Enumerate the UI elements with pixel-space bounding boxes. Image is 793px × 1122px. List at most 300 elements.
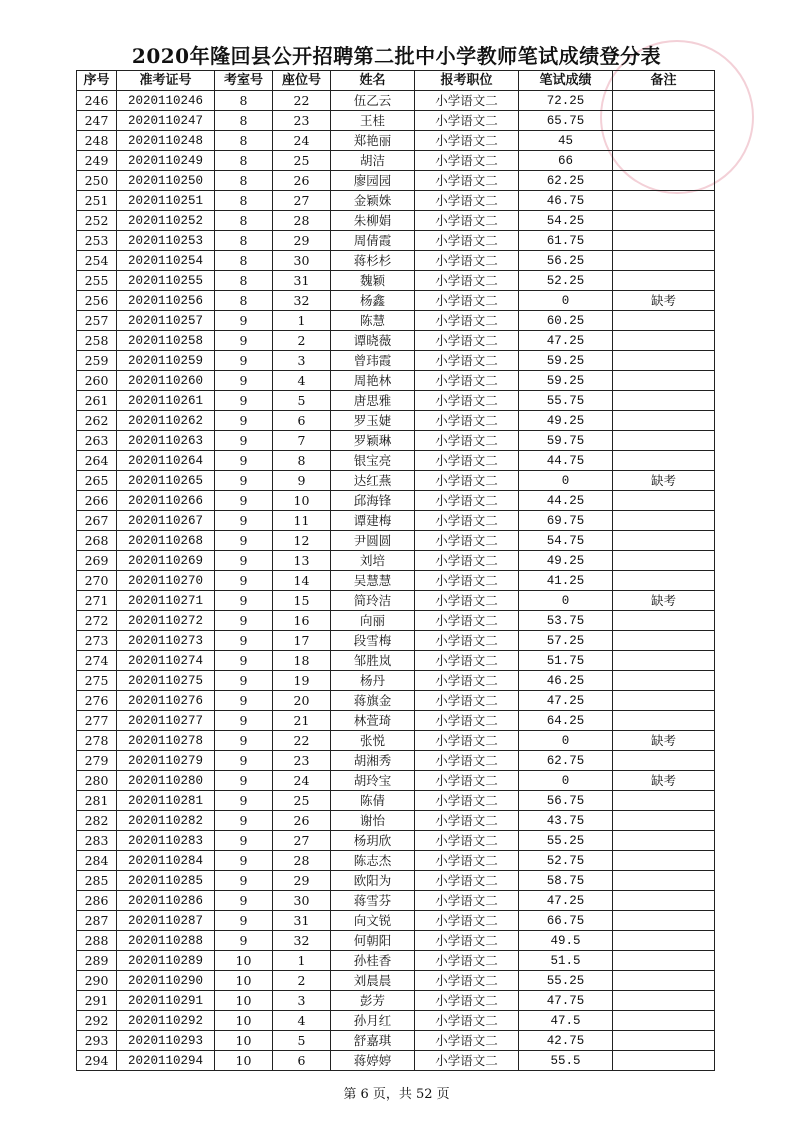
- score-cell: 47.25: [519, 691, 613, 711]
- score-cell: 43.75: [519, 811, 613, 831]
- table-row: [77, 191, 715, 211]
- table-row: [77, 91, 715, 111]
- seat-cell: 28: [273, 211, 331, 231]
- seq-cell: 278: [77, 731, 117, 751]
- ticket-number-cell: 2020110283: [117, 831, 215, 851]
- position-cell: 小学语文二: [415, 191, 519, 211]
- remark-cell: [613, 931, 715, 951]
- room-cell: 8: [215, 151, 273, 171]
- seat-cell: 22: [273, 731, 331, 751]
- remark-cell: [613, 431, 715, 451]
- position-cell: 小学语文二: [415, 831, 519, 851]
- table-row: [77, 671, 715, 691]
- room-cell: 9: [215, 811, 273, 831]
- table-row: [77, 811, 715, 831]
- name-cell: 邱海锋: [331, 491, 415, 511]
- name-cell: 魏颖: [331, 271, 415, 291]
- ticket-number-cell: 2020110252: [117, 211, 215, 231]
- page-title: 2020年隆回县公开招聘第二批中小学教师笔试成绩登分表: [131, 44, 662, 68]
- room-cell: 8: [215, 271, 273, 291]
- remark-cell: 缺考: [613, 471, 715, 491]
- ticket-number-cell: 2020110258: [117, 331, 215, 351]
- seat-cell: 30: [273, 891, 331, 911]
- seq-cell: 257: [77, 311, 117, 331]
- seat-cell: 26: [273, 171, 331, 191]
- name-cell: 尹圆圆: [331, 531, 415, 551]
- header-cell: 姓名: [331, 71, 415, 91]
- name-cell: 周倩霞: [331, 231, 415, 251]
- seq-cell: 294: [77, 1051, 117, 1071]
- remark-cell: [613, 371, 715, 391]
- name-cell: 谭建梅: [331, 511, 415, 531]
- score-cell: 44.25: [519, 491, 613, 511]
- header-cell: 考室号: [215, 71, 273, 91]
- table-row: [77, 1011, 715, 1031]
- position-cell: 小学语文二: [415, 271, 519, 291]
- seq-cell: 279: [77, 751, 117, 771]
- name-cell: 刘晨晨: [331, 971, 415, 991]
- position-cell: 小学语文二: [415, 1051, 519, 1071]
- page-footer: 第 6 页，共 52 页: [343, 1087, 450, 1102]
- position-cell: 小学语文二: [415, 691, 519, 711]
- score-cell: 59.25: [519, 371, 613, 391]
- room-cell: 9: [215, 691, 273, 711]
- seq-cell: 291: [77, 991, 117, 1011]
- seat-cell: 24: [273, 771, 331, 791]
- score-cell: 46.75: [519, 191, 613, 211]
- seat-cell: 27: [273, 191, 331, 211]
- score-cell: 54.75: [519, 531, 613, 551]
- seat-cell: 12: [273, 531, 331, 551]
- room-cell: 8: [215, 191, 273, 211]
- table-row: [77, 111, 715, 131]
- seq-cell: 280: [77, 771, 117, 791]
- table-row: [77, 471, 715, 491]
- header-cell: 准考证号: [117, 71, 215, 91]
- seq-cell: 264: [77, 451, 117, 471]
- seat-cell: 2: [273, 331, 331, 351]
- seat-cell: 26: [273, 811, 331, 831]
- name-cell: 邹胜岚: [331, 651, 415, 671]
- table-row: [77, 511, 715, 531]
- position-cell: 小学语文二: [415, 991, 519, 1011]
- remark-cell: [613, 611, 715, 631]
- table-row: [77, 951, 715, 971]
- score-cell: 51.5: [519, 951, 613, 971]
- seq-cell: 250: [77, 171, 117, 191]
- seq-cell: 270: [77, 571, 117, 591]
- ticket-number-cell: 2020110266: [117, 491, 215, 511]
- table-row: [77, 311, 715, 331]
- position-cell: 小学语文二: [415, 591, 519, 611]
- table-row: [77, 271, 715, 291]
- room-cell: 8: [215, 131, 273, 151]
- position-cell: 小学语文二: [415, 151, 519, 171]
- table-row: [77, 611, 715, 631]
- ticket-number-cell: 2020110277: [117, 711, 215, 731]
- seq-cell: 277: [77, 711, 117, 731]
- seat-cell: 19: [273, 671, 331, 691]
- header-cell: 备注: [613, 71, 715, 91]
- position-cell: 小学语文二: [415, 351, 519, 371]
- score-cell: 41.25: [519, 571, 613, 591]
- ticket-number-cell: 2020110269: [117, 551, 215, 571]
- score-cell: 0: [519, 471, 613, 491]
- ticket-number-cell: 2020110251: [117, 191, 215, 211]
- remark-cell: [613, 451, 715, 471]
- name-cell: 陈志杰: [331, 851, 415, 871]
- seq-cell: 256: [77, 291, 117, 311]
- name-cell: 张悦: [331, 731, 415, 751]
- remark-cell: [613, 631, 715, 651]
- ticket-number-cell: 2020110290: [117, 971, 215, 991]
- room-cell: 9: [215, 671, 273, 691]
- name-cell: 向丽: [331, 611, 415, 631]
- room-cell: 9: [215, 451, 273, 471]
- room-cell: 9: [215, 431, 273, 451]
- score-cell: 49.25: [519, 551, 613, 571]
- ticket-number-cell: 2020110271: [117, 591, 215, 611]
- remark-cell: [613, 851, 715, 871]
- table-row: [77, 551, 715, 571]
- ticket-number-cell: 2020110268: [117, 531, 215, 551]
- position-cell: 小学语文二: [415, 291, 519, 311]
- position-cell: 小学语文二: [415, 851, 519, 871]
- seat-cell: 31: [273, 911, 331, 931]
- score-cell: 58.75: [519, 871, 613, 891]
- score-cell: 42.75: [519, 1031, 613, 1051]
- remark-cell: [613, 111, 715, 131]
- position-cell: 小学语文二: [415, 251, 519, 271]
- seq-cell: 265: [77, 471, 117, 491]
- name-cell: 胡洁: [331, 151, 415, 171]
- remark-cell: [613, 831, 715, 851]
- remark-cell: [613, 351, 715, 371]
- seq-cell: 268: [77, 531, 117, 551]
- room-cell: 9: [215, 411, 273, 431]
- position-cell: 小学语文二: [415, 631, 519, 651]
- table-row: [77, 451, 715, 471]
- seq-cell: 267: [77, 511, 117, 531]
- name-cell: 金颖姝: [331, 191, 415, 211]
- position-cell: 小学语文二: [415, 571, 519, 591]
- position-cell: 小学语文二: [415, 611, 519, 631]
- seq-cell: 283: [77, 831, 117, 851]
- score-cell: 47.5: [519, 1011, 613, 1031]
- seq-cell: 260: [77, 371, 117, 391]
- position-cell: 小学语文二: [415, 171, 519, 191]
- seat-cell: 1: [273, 951, 331, 971]
- score-cell: 0: [519, 291, 613, 311]
- position-cell: 小学语文二: [415, 711, 519, 731]
- table-row: [77, 591, 715, 611]
- table-row: [77, 631, 715, 651]
- position-cell: 小学语文二: [415, 1031, 519, 1051]
- room-cell: 9: [215, 611, 273, 631]
- score-cell: 53.75: [519, 611, 613, 631]
- position-cell: 小学语文二: [415, 771, 519, 791]
- room-cell: 9: [215, 771, 273, 791]
- table-row: [77, 831, 715, 851]
- seq-cell: 259: [77, 351, 117, 371]
- position-cell: 小学语文二: [415, 791, 519, 811]
- name-cell: 蒋婷婷: [331, 1051, 415, 1071]
- position-cell: 小学语文二: [415, 891, 519, 911]
- table-row: [77, 1051, 715, 1071]
- table-row: [77, 991, 715, 1011]
- room-cell: 10: [215, 1051, 273, 1071]
- seat-cell: 29: [273, 871, 331, 891]
- ticket-number-cell: 2020110291: [117, 991, 215, 1011]
- ticket-number-cell: 2020110247: [117, 111, 215, 131]
- score-cell: 62.25: [519, 171, 613, 191]
- name-cell: 王桂: [331, 111, 415, 131]
- remark-cell: [613, 531, 715, 551]
- seq-cell: 246: [77, 91, 117, 111]
- header-cell: 报考职位: [415, 71, 519, 91]
- seq-cell: 263: [77, 431, 117, 451]
- table-row: [77, 291, 715, 311]
- table-row: [77, 851, 715, 871]
- remark-cell: [613, 691, 715, 711]
- position-cell: 小学语文二: [415, 811, 519, 831]
- name-cell: 吴慧慧: [331, 571, 415, 591]
- seq-cell: 271: [77, 591, 117, 611]
- room-cell: 8: [215, 211, 273, 231]
- seq-cell: 284: [77, 851, 117, 871]
- position-cell: 小学语文二: [415, 751, 519, 771]
- ticket-number-cell: 2020110256: [117, 291, 215, 311]
- seq-cell: 274: [77, 651, 117, 671]
- ticket-number-cell: 2020110293: [117, 1031, 215, 1051]
- position-cell: 小学语文二: [415, 391, 519, 411]
- seat-cell: 28: [273, 851, 331, 871]
- room-cell: 9: [215, 551, 273, 571]
- room-cell: 8: [215, 291, 273, 311]
- seq-cell: 255: [77, 271, 117, 291]
- ticket-number-cell: 2020110248: [117, 131, 215, 151]
- ticket-number-cell: 2020110270: [117, 571, 215, 591]
- ticket-number-cell: 2020110286: [117, 891, 215, 911]
- score-cell: 46.25: [519, 671, 613, 691]
- score-cell: 64.25: [519, 711, 613, 731]
- remark-cell: [613, 751, 715, 771]
- seq-cell: 249: [77, 151, 117, 171]
- name-cell: 胡湘秀: [331, 751, 415, 771]
- remark-cell: [613, 151, 715, 171]
- score-cell: 52.25: [519, 271, 613, 291]
- seat-cell: 32: [273, 931, 331, 951]
- seq-cell: 273: [77, 631, 117, 651]
- position-cell: 小学语文二: [415, 371, 519, 391]
- seat-cell: 13: [273, 551, 331, 571]
- remark-cell: [613, 991, 715, 1011]
- table-row: [77, 731, 715, 751]
- seat-cell: 20: [273, 691, 331, 711]
- remark-cell: [613, 571, 715, 591]
- position-cell: 小学语文二: [415, 411, 519, 431]
- table-row: [77, 651, 715, 671]
- position-cell: 小学语文二: [415, 211, 519, 231]
- name-cell: 段雪梅: [331, 631, 415, 651]
- ticket-number-cell: 2020110292: [117, 1011, 215, 1031]
- table-row: [77, 751, 715, 771]
- seq-cell: 262: [77, 411, 117, 431]
- table-row: [77, 431, 715, 451]
- score-cell: 0: [519, 591, 613, 611]
- ticket-number-cell: 2020110253: [117, 231, 215, 251]
- position-cell: 小学语文二: [415, 651, 519, 671]
- room-cell: 8: [215, 251, 273, 271]
- score-cell: 57.25: [519, 631, 613, 651]
- seq-cell: 286: [77, 891, 117, 911]
- remark-cell: [613, 211, 715, 231]
- seat-cell: 25: [273, 791, 331, 811]
- room-cell: 9: [215, 371, 273, 391]
- table-row: [77, 151, 715, 171]
- table-row: [77, 791, 715, 811]
- table-row: [77, 131, 715, 151]
- remark-cell: [613, 251, 715, 271]
- seat-cell: 10: [273, 491, 331, 511]
- position-cell: 小学语文二: [415, 451, 519, 471]
- remark-cell: [613, 711, 715, 731]
- seat-cell: 32: [273, 291, 331, 311]
- ticket-number-cell: 2020110287: [117, 911, 215, 931]
- seat-cell: 5: [273, 1031, 331, 1051]
- seat-cell: 21: [273, 711, 331, 731]
- seq-cell: 285: [77, 871, 117, 891]
- name-cell: 何朝阳: [331, 931, 415, 951]
- ticket-number-cell: 2020110255: [117, 271, 215, 291]
- ticket-number-cell: 2020110263: [117, 431, 215, 451]
- table-row: [77, 931, 715, 951]
- seat-cell: 25: [273, 151, 331, 171]
- remark-cell: [613, 971, 715, 991]
- table-row: [77, 1031, 715, 1051]
- seat-cell: 29: [273, 231, 331, 251]
- seq-cell: 254: [77, 251, 117, 271]
- room-cell: 8: [215, 231, 273, 251]
- table-row: [77, 371, 715, 391]
- room-cell: 9: [215, 851, 273, 871]
- seat-cell: 24: [273, 131, 331, 151]
- position-cell: 小学语文二: [415, 91, 519, 111]
- ticket-number-cell: 2020110275: [117, 671, 215, 691]
- name-cell: 胡玲宝: [331, 771, 415, 791]
- position-cell: 小学语文二: [415, 971, 519, 991]
- ticket-number-cell: 2020110262: [117, 411, 215, 431]
- remark-cell: [613, 511, 715, 531]
- score-cell: 49.5: [519, 931, 613, 951]
- position-cell: 小学语文二: [415, 731, 519, 751]
- ticket-number-cell: 2020110250: [117, 171, 215, 191]
- score-table: [76, 70, 715, 1071]
- ticket-number-cell: 2020110260: [117, 371, 215, 391]
- ticket-number-cell: 2020110276: [117, 691, 215, 711]
- ticket-number-cell: 2020110259: [117, 351, 215, 371]
- seat-cell: 22: [273, 91, 331, 111]
- ticket-number-cell: 2020110273: [117, 631, 215, 651]
- name-cell: 简玲洁: [331, 591, 415, 611]
- table-row: [77, 251, 715, 271]
- header-cell: 序号: [77, 71, 117, 91]
- remark-cell: [613, 951, 715, 971]
- ticket-number-cell: 2020110264: [117, 451, 215, 471]
- table-row: [77, 391, 715, 411]
- room-cell: 9: [215, 351, 273, 371]
- ticket-number-cell: 2020110282: [117, 811, 215, 831]
- remark-cell: 缺考: [613, 291, 715, 311]
- score-cell: 72.25: [519, 91, 613, 111]
- seat-cell: 15: [273, 591, 331, 611]
- remark-cell: 缺考: [613, 591, 715, 611]
- name-cell: 欧阳为: [331, 871, 415, 891]
- name-cell: 达红燕: [331, 471, 415, 491]
- score-cell: 56.75: [519, 791, 613, 811]
- name-cell: 蒋杉杉: [331, 251, 415, 271]
- position-cell: 小学语文二: [415, 551, 519, 571]
- seq-cell: 258: [77, 331, 117, 351]
- remark-cell: [613, 651, 715, 671]
- remark-cell: [613, 1031, 715, 1051]
- table-row: [77, 411, 715, 431]
- table-row: [77, 691, 715, 711]
- room-cell: 9: [215, 791, 273, 811]
- remark-cell: [613, 811, 715, 831]
- ticket-number-cell: 2020110249: [117, 151, 215, 171]
- remark-cell: [613, 871, 715, 891]
- room-cell: 9: [215, 911, 273, 931]
- name-cell: 林萱琦: [331, 711, 415, 731]
- seat-cell: 7: [273, 431, 331, 451]
- seat-cell: 23: [273, 751, 331, 771]
- score-cell: 69.75: [519, 511, 613, 531]
- room-cell: 9: [215, 571, 273, 591]
- score-cell: 59.25: [519, 351, 613, 371]
- remark-cell: [613, 231, 715, 251]
- name-cell: 陈慧: [331, 311, 415, 331]
- name-cell: 曾玮霞: [331, 351, 415, 371]
- room-cell: 9: [215, 731, 273, 751]
- ticket-number-cell: 2020110265: [117, 471, 215, 491]
- score-cell: 54.25: [519, 211, 613, 231]
- ticket-number-cell: 2020110257: [117, 311, 215, 331]
- header-cell: 笔试成绩: [519, 71, 613, 91]
- ticket-number-cell: 2020110267: [117, 511, 215, 531]
- position-cell: 小学语文二: [415, 931, 519, 951]
- seat-cell: 8: [273, 451, 331, 471]
- seat-cell: 5: [273, 391, 331, 411]
- seat-cell: 23: [273, 111, 331, 131]
- room-cell: 8: [215, 111, 273, 131]
- ticket-number-cell: 2020110246: [117, 91, 215, 111]
- ticket-number-cell: 2020110272: [117, 611, 215, 631]
- room-cell: 9: [215, 751, 273, 771]
- name-cell: 罗玉婕: [331, 411, 415, 431]
- table-row: [77, 711, 715, 731]
- score-cell: 0: [519, 731, 613, 751]
- room-cell: 9: [215, 631, 273, 651]
- position-cell: 小学语文二: [415, 951, 519, 971]
- score-cell: 56.25: [519, 251, 613, 271]
- table-row: [77, 971, 715, 991]
- score-cell: 61.75: [519, 231, 613, 251]
- room-cell: 9: [215, 391, 273, 411]
- table-row: [77, 491, 715, 511]
- seq-cell: 289: [77, 951, 117, 971]
- seat-cell: 4: [273, 1011, 331, 1031]
